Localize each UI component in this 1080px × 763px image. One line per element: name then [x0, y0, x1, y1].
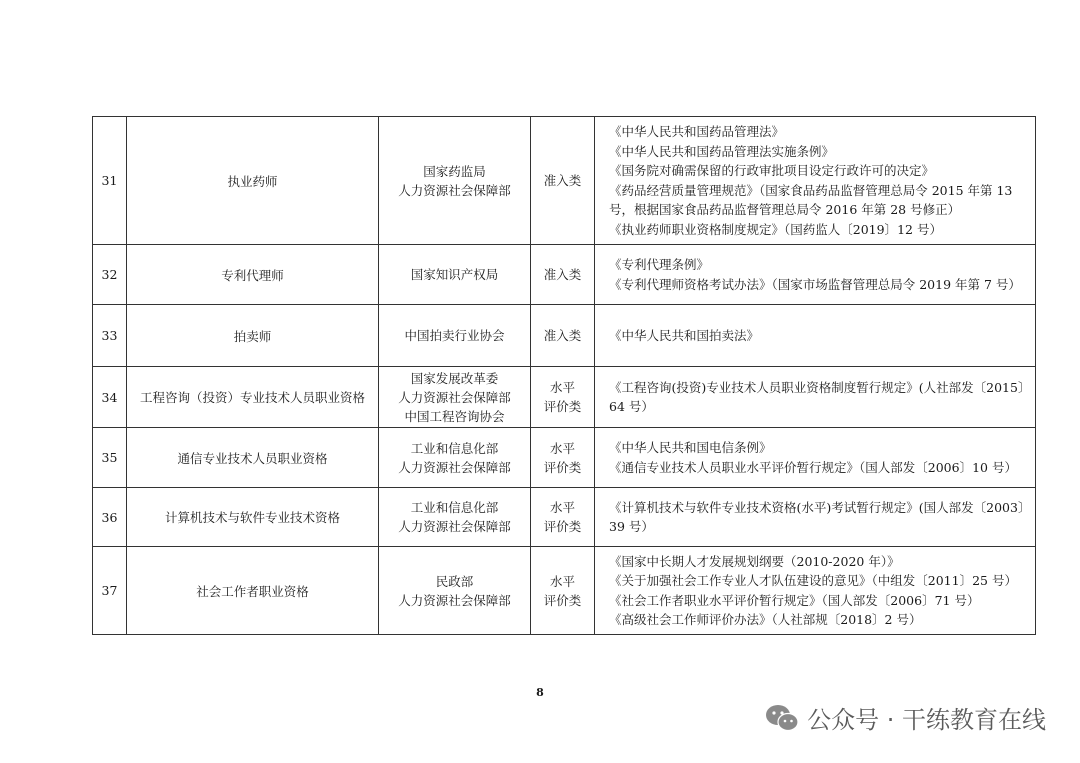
row-number: 35	[93, 428, 127, 488]
row-number: 36	[93, 488, 127, 547]
type-line: 评价类	[543, 459, 582, 475]
row-number: 33	[93, 305, 127, 367]
legal-basis-line: 《计算机技术与软件专业技术资格(水平)考试暂行规定》(国人部发〔2003〕	[609, 499, 1031, 515]
type-cell	[531, 117, 595, 245]
legal-basis-line: 《中华人民共和国拍卖法》	[609, 327, 760, 343]
table-row	[93, 245, 1036, 305]
table-row	[93, 488, 1036, 547]
type-line: 评价类	[543, 519, 582, 534]
legal-basis-line: 《执业药师职业资格制度规定》（国药监人〔2019〕12 号）	[609, 221, 942, 237]
type-cell	[531, 488, 595, 547]
legal-basis-cell	[595, 488, 1036, 547]
wechat-icon	[765, 703, 799, 733]
type-cell	[531, 428, 595, 488]
legal-basis-line: 《高级社会工作师评价办法》（人社部规〔2018〕2 号）	[609, 612, 922, 627]
legal-basis-line: 《工程咨询(投资)专业技术人员职业资格制度暂行规定》(人社部发〔2015〕	[609, 379, 1031, 395]
legal-basis-line: 《国家中长期人才发展规划纲要（2010-2020 年）》	[609, 553, 900, 569]
department-line: 工业和信息化部	[410, 500, 499, 515]
table-row	[93, 428, 1036, 488]
department-cell	[379, 547, 531, 635]
legal-basis-cell	[595, 245, 1036, 305]
legal-basis-cell	[595, 305, 1036, 367]
legal-basis-line: 《中华人民共和国药品管理法实施条例》	[609, 143, 835, 159]
type-line: 水平	[549, 440, 575, 456]
department-line: 工业和信息化部	[410, 440, 499, 456]
qualification-table	[92, 116, 1036, 635]
legal-basis-line: 《专利代理师资格考试办法》（国家市场监督管理总局令 2019 年第 7 号）	[609, 276, 1021, 292]
table-body	[93, 117, 1036, 635]
department-cell	[379, 117, 531, 245]
qualification-name: 执业药师	[127, 117, 379, 245]
row-number: 34	[93, 367, 127, 428]
type-line: 准入类	[543, 173, 582, 188]
legal-basis-cell	[595, 367, 1036, 428]
type-cell	[531, 547, 595, 635]
legal-basis-line: 《中华人民共和国电信条例》	[609, 440, 772, 455]
row-number: 31	[93, 117, 127, 245]
department-line: 人力资源社会保障部	[398, 459, 511, 475]
type-line: 水平	[549, 573, 575, 589]
type-cell	[531, 305, 595, 367]
type-line: 评价类	[543, 592, 582, 608]
type-cell	[531, 367, 595, 428]
type-line: 准入类	[543, 328, 582, 343]
row-number: 37	[93, 547, 127, 635]
department-line: 中国拍卖行业协会	[404, 328, 505, 343]
watermark-text: 公众号 · 干练教育在线	[807, 706, 1046, 734]
watermark	[765, 700, 1046, 735]
legal-basis-line: 《通信专业技术人员职业水平评价暂行规定》（国人部发〔2006〕10 号）	[609, 459, 1017, 475]
table-row	[93, 547, 1036, 635]
legal-basis-line: 《药品经营质量管理规范》（国家食品药品监督管理总局令 2015 年第 13	[609, 182, 1013, 198]
row-number: 32	[93, 245, 127, 305]
department-cell	[379, 428, 531, 488]
legal-basis-line: 64 号）	[609, 399, 654, 414]
department-line: 人力资源社会保障部	[398, 592, 511, 608]
type-cell	[531, 245, 595, 305]
department-cell	[379, 305, 531, 367]
legal-basis-line: 《社会工作者职业水平评价暂行规定》（国人部发〔2006〕71 号）	[609, 592, 980, 608]
department-line: 中国工程咨询协会	[404, 408, 505, 424]
legal-basis-cell	[595, 547, 1036, 635]
type-line: 评价类	[543, 399, 582, 414]
legal-basis-cell	[595, 117, 1036, 245]
legal-basis-line: 《中华人民共和国药品管理法》	[609, 124, 785, 139]
qualification-name: 通信专业技术人员职业资格	[127, 428, 379, 488]
qualification-name: 社会工作者职业资格	[127, 547, 379, 635]
qualification-name: 专利代理师	[127, 245, 379, 305]
legal-basis-line: 号，根据国家食品药品监督管理总局令 2016 年第 28 号修正）	[609, 202, 961, 217]
legal-basis-line: 39 号）	[609, 519, 654, 534]
department-line: 国家药监局	[423, 163, 486, 179]
department-line: 人力资源社会保障部	[398, 519, 511, 534]
legal-basis-cell	[595, 428, 1036, 488]
table-row	[93, 305, 1036, 367]
page-number: 8	[536, 686, 544, 699]
qualification-name: 计算机技术与软件专业技术资格	[127, 488, 379, 547]
department-line: 人力资源社会保障部	[398, 389, 511, 405]
legal-basis-line: 《国务院对确需保留的行政审批项目设定行政许可的决定》	[609, 163, 935, 178]
qualification-name: 工程咨询（投资）专业技术人员职业资格	[127, 367, 379, 428]
type-line: 准入类	[543, 267, 582, 282]
legal-basis-line: 《关于加强社会工作专业人才队伍建设的意见》（中组发〔2011〕25 号）	[609, 573, 1017, 588]
type-line: 水平	[549, 500, 575, 515]
legal-basis-line: 《专利代理条例》	[609, 257, 710, 272]
department-line: 人力资源社会保障部	[398, 182, 511, 198]
qualification-name: 拍卖师	[127, 305, 379, 367]
department-line: 国家知识产权局	[410, 267, 499, 282]
department-cell	[379, 245, 531, 305]
department-line: 民政部	[435, 573, 474, 589]
department-line: 国家发展改革委	[410, 370, 499, 386]
table-row	[93, 367, 1036, 428]
type-line: 水平	[549, 380, 575, 395]
department-cell	[379, 488, 531, 547]
table-row	[93, 117, 1036, 245]
department-cell	[379, 367, 531, 428]
